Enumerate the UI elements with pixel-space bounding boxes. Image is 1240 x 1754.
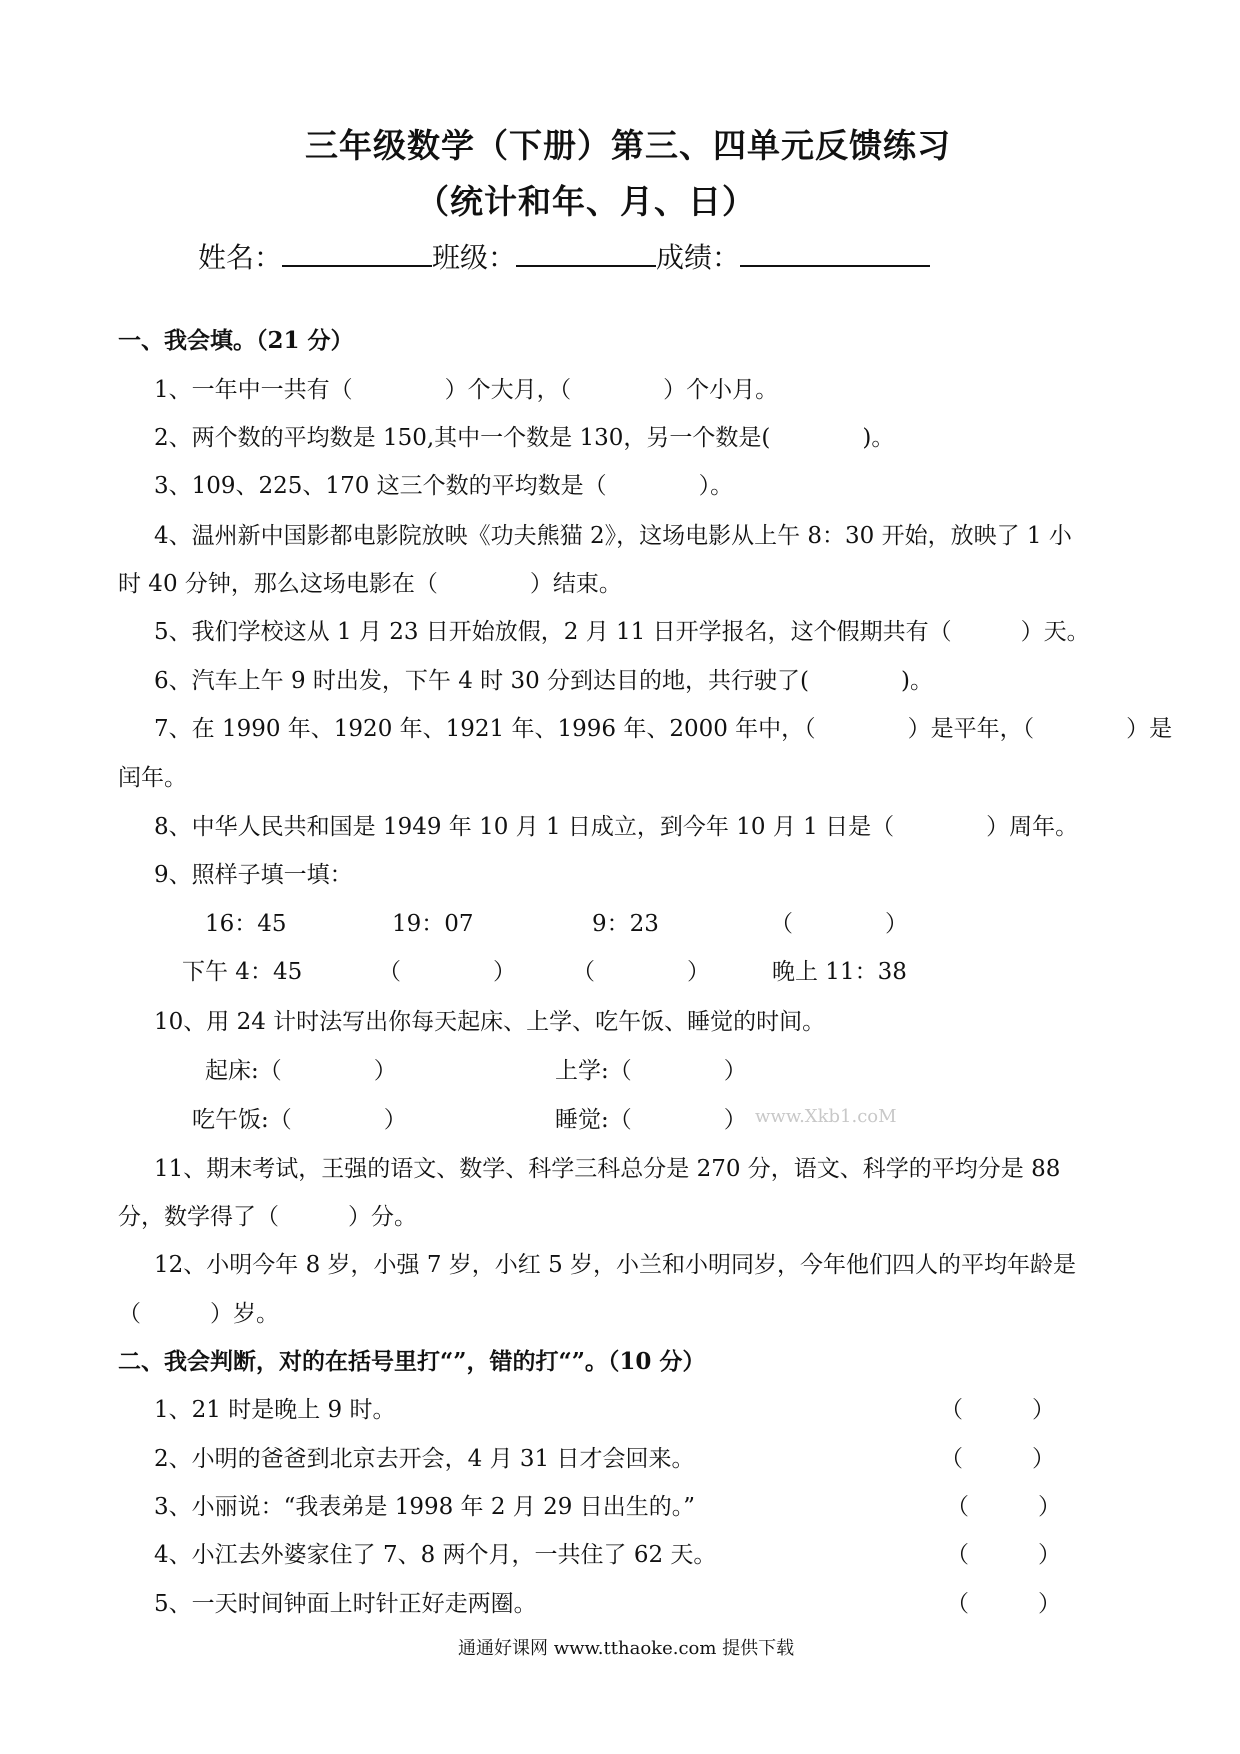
question-4-line1: 4、温州新中国影都电影院放映《功夫熊猫 2》，这场电影从上午 8：30 开始，放映了 1 小 <box>154 523 1072 549</box>
q9-row2-item1: 下午 4：45 <box>182 959 303 985</box>
section-2-heading: 二、我会判断，对的在括号里打“”，错的打“”。（10 分） <box>118 1348 706 1375</box>
q9-row1-item1: 16：45 <box>205 911 287 937</box>
q10-lunch: 吃午饭:（ ） <box>192 1107 407 1133</box>
judge-box-4[interactable]: （ ） <box>946 1542 1061 1568</box>
judge-item-3: 3、小丽说：“我表弟是 1998 年 2 月 29 日出生的。” <box>154 1494 695 1520</box>
q9-row2-item3: （ ） <box>572 959 710 985</box>
question-11-line2: 分，数学得了（ ）分。 <box>118 1204 417 1230</box>
question-11-line1: 11、期末考试，王强的语文、数学、科学三科总分是 270 分，语文、科学的平均分是 88 <box>154 1156 1061 1182</box>
watermark: www.Xkb1.coM <box>755 1106 897 1127</box>
q9-row1-item2: 19：07 <box>392 911 474 937</box>
question-10: 10、用 24 计时法写出你每天起床、上学、吃午饭、睡觉的时间。 <box>154 1009 826 1035</box>
question-12-line2: （ ）岁。 <box>118 1301 279 1327</box>
score-label: 成绩： <box>656 241 741 274</box>
judge-box-3[interactable]: （ ） <box>946 1494 1061 1520</box>
question-4-line2: 时 40 分钟，那么这场电影在（ ）结束。 <box>118 571 622 597</box>
q9-row2-item4: 晚上 11：38 <box>772 959 907 985</box>
question-7-line1: 7、在 1990 年、1920 年、1921 年、1996 年、2000 年中，（ ）是平年，（ ）是 <box>154 716 1173 742</box>
class-label: 班级： <box>432 241 517 274</box>
question-12-line1: 12、小明今年 8 岁，小强 7 岁，小红 5 岁，小兰和小明同岁，今年他们四人的平均年龄是 <box>154 1252 1077 1278</box>
q10-school: 上学:（ ） <box>555 1058 747 1084</box>
class-blank[interactable] <box>516 235 656 267</box>
page-title: 三年级数学（下册）第三、四单元反馈练习 <box>305 126 951 165</box>
q9-row1-item4: （ ） <box>770 911 908 937</box>
judge-item-5: 5、一天时间钟面上时针正好走两圈。 <box>154 1591 537 1617</box>
question-5: 5、我们学校这从 1 月 23 日开始放假，2 月 11 日开学报名，这个假期共有（ ）天。 <box>154 619 1090 645</box>
judge-item-1: 1、21 时是晚上 9 时。 <box>154 1397 396 1423</box>
judge-box-5[interactable]: （ ） <box>946 1591 1061 1617</box>
name-label: 姓名： <box>198 241 283 274</box>
question-8: 8、中华人民共和国是 1949 年 10 月 1 日成立，到今年 10 月 1 日是（ ）周年。 <box>154 814 1079 840</box>
name-blank[interactable] <box>282 235 432 267</box>
q9-row1-item3: 9：23 <box>592 911 659 937</box>
question-1: 1、一年中一共有（ ）个大月，（ ）个小月。 <box>154 377 779 403</box>
question-3: 3、109、225、170 这三个数的平均数是（ ）。 <box>154 473 734 499</box>
judge-box-1[interactable]: （ ） <box>940 1397 1055 1423</box>
judge-item-2: 2、小明的爸爸到北京去开会，4 月 31 日才会回来。 <box>154 1446 695 1472</box>
question-7-line2: 闰年。 <box>118 765 187 791</box>
judge-box-2[interactable]: （ ） <box>940 1446 1055 1472</box>
student-info-row <box>198 235 930 276</box>
question-2: 2、两个数的平均数是 150,其中一个数是 130，另一个数是( )。 <box>154 425 895 451</box>
question-6: 6、汽车上午 9 时出发，下午 4 时 30 分到达目的地，共行驶了( )。 <box>154 668 933 694</box>
question-9: 9、照样子填一填： <box>154 862 353 888</box>
section-1-heading: 一、我会填。（21 分） <box>118 327 354 354</box>
q9-row2-item2: （ ） <box>378 959 516 985</box>
score-blank[interactable] <box>740 235 930 267</box>
footer-credit: 通通好课网 www.tthaoke.com 提供下载 <box>458 1638 795 1659</box>
page-subtitle: （统计和年、月、日） <box>416 182 756 221</box>
judge-item-4: 4、小江去外婆家住了 7、8 两个月，一共住了 62 天。 <box>154 1542 717 1568</box>
q10-wake: 起床:（ ） <box>205 1058 397 1084</box>
q10-sleep: 睡觉:（ ） <box>555 1107 747 1133</box>
